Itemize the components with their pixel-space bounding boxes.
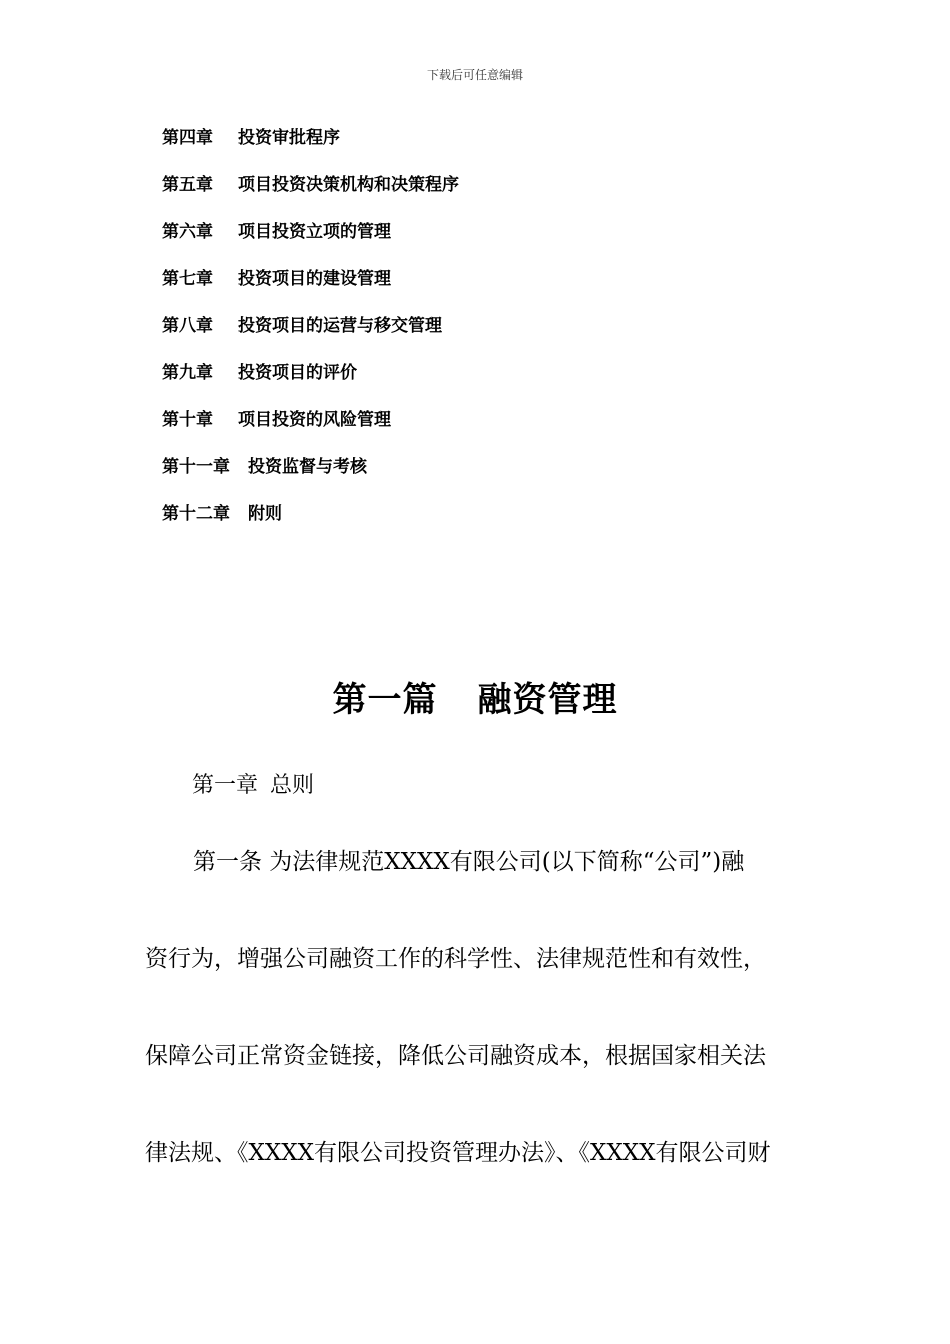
- toc-item-title: 项目投资决策机构和决策程序: [238, 175, 459, 195]
- toc-item-title: 附则: [248, 504, 282, 524]
- toc-item-number: 第七章: [162, 269, 213, 289]
- toc-item-number: 第八章: [162, 316, 213, 336]
- chapter-number: 第一章: [192, 773, 259, 798]
- toc-item-title: 投资审批程序: [238, 128, 340, 148]
- toc-item: [162, 124, 762, 171]
- part-number: 第一篇: [332, 680, 438, 720]
- part-title: [0, 672, 950, 721]
- toc-item: [162, 500, 762, 547]
- toc-item-title: 投资项目的建设管理: [238, 269, 391, 289]
- toc-item-number: 第十二章: [162, 504, 230, 524]
- header-note: 下载后可任意编辑: [426, 68, 523, 82]
- toc-item: [162, 171, 762, 218]
- toc-item-number: 第十章: [162, 410, 213, 430]
- body-line: 保障公司正常资金链接，降低公司融资成本，根据国家相关法: [145, 1043, 766, 1069]
- toc-item-title: 项目投资立项的管理: [238, 222, 391, 242]
- toc-item-number: 第九章: [162, 363, 213, 383]
- body-line: 资行为，增强公司融资工作的科学性、法律规范性和有效性，: [145, 946, 766, 972]
- toc-item: [162, 265, 762, 312]
- toc-item-title: 投资项目的运营与移交管理: [238, 316, 442, 336]
- toc-item-number: 第五章: [162, 175, 213, 195]
- toc-item-number: 第四章: [162, 128, 213, 148]
- toc-item: [162, 453, 762, 500]
- toc-item: [162, 359, 762, 406]
- toc-item-title: 项目投资的风险管理: [238, 410, 391, 430]
- body-line: 第一条 为法律规范XXXX有限公司(以下简称“公司”)融: [193, 849, 745, 875]
- toc-item: [162, 406, 762, 453]
- article-body: [145, 840, 815, 1228]
- chapter-name: 总则: [270, 773, 315, 798]
- toc-item-title: 投资监督与考核: [248, 457, 367, 477]
- toc-item-number: 第六章: [162, 222, 213, 242]
- toc-item-number: 第十一章: [162, 457, 230, 477]
- toc-item: [162, 218, 762, 265]
- toc-item-title: 投资项目的评价: [238, 363, 357, 383]
- toc-item: [162, 312, 762, 359]
- part-name: 融资管理: [477, 680, 618, 720]
- chapter-title: [192, 768, 314, 799]
- table-of-contents: [162, 124, 762, 547]
- body-line: 律法规、《XXXX有限公司投资管理办法》、《XXXX有限公司财: [145, 1140, 771, 1166]
